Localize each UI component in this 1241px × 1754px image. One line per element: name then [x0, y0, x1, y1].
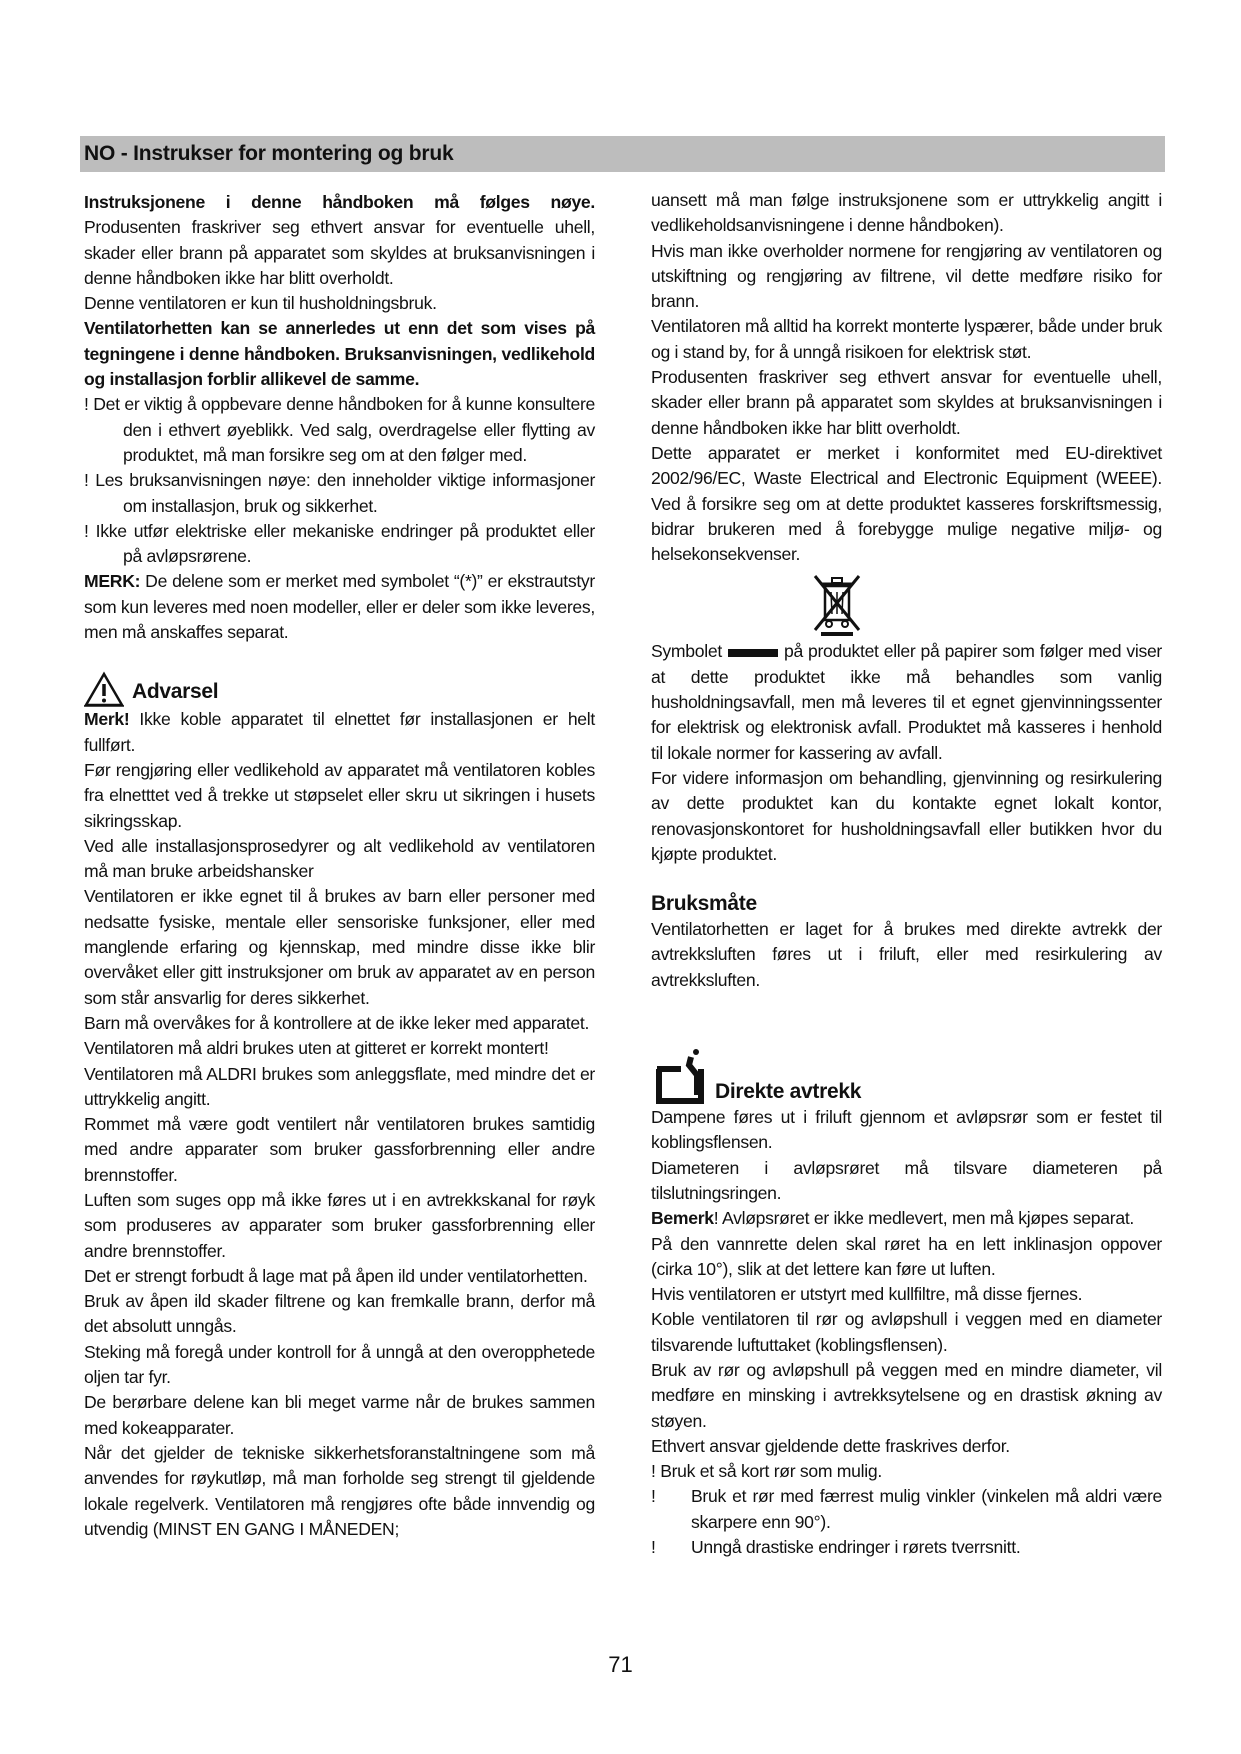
warning-paragraph: Luften som suges opp må ikke føres ut i en avtrekkskanal for røyk som produseres av apparater som bruker gassforbrenning eller andre brennstoffer.	[84, 1189, 595, 1261]
appearance-note: Ventilatorhetten kan se annerledes ut enn det som vises på tegningene i denne håndboken. Bruksanvisningen, vedlikehold og installasjon forblir allikevel de samme.	[84, 318, 595, 390]
paragraph: Bruk av rør og avløpshull på veggen med en mindre diameter, vil medføre en minsking i avtrekksytelsene og en drastisk økning av støyen.	[651, 1359, 1162, 1431]
symbol-text: Symbolet	[651, 641, 722, 662]
bullet-mark: !	[651, 1537, 656, 1558]
bullet-avoid-changes	[651, 1535, 1162, 1560]
paragraph: Produsenten fraskriver seg ethvert ansvar for eventuelle uhell, skader eller brann på apparatet som skyldes at bruksanvisningen i denne håndboken ikke har blitt overholdt.	[651, 367, 1162, 438]
direct-title: Direkte avtrekk	[715, 1080, 862, 1104]
bullet-text: Ikke utfør elektriske eller mekaniske endringer på produktet eller på avløpsrørene.	[95, 520, 595, 567]
warning-paragraph: Ventilatoren må aldri brukes uten at gitteret er korrekt montert!	[84, 1038, 549, 1059]
black-bar-icon	[728, 649, 778, 657]
warning-paragraph: Rommet må være godt ventilert når ventilatoren brukes samtidig med andre apparater som bruker gassforbrenning eller andre brennstoffer.	[84, 1114, 595, 1185]
paragraph: Ventilatoren må alltid ha korrekt monterte lyspærer, både under bruk og i stand by, for å unngå risikoen for elektrisk støt.	[651, 316, 1162, 362]
bullet-mark: !	[84, 394, 89, 415]
paragraph: Ethvert ansvar gjeldende dette fraskrives derfor.	[651, 1435, 1010, 1456]
merk-text: De delene som er merket med symbolet “(*)” er ekstrautstyr som kun leveres med noen modeller, eller er deler som ikke leveres, men må anskaffes separat.	[84, 571, 595, 643]
paragraph: For videre informasjon om behandling, gjenvinning og resirkulering av dette produktet kan du kontakte egnet lokalt kontor, renovasjonskontoret for husholdningsavfall eller butikken hvor du kjøpte produktet.	[651, 767, 1162, 864]
right-column	[651, 188, 1162, 1560]
paragraph: Hvis ventilatoren er utstyrt med kullfiltre, må disse fjernes.	[651, 1284, 1083, 1305]
page-header	[80, 136, 1165, 172]
paragraph: uansett må man følge instruksjonene som er uttrykkelig angitt i vedlikeholdsanvisningene i denne håndboken).	[651, 190, 1162, 236]
intro-bold: Instruksjonene i denne håndboken må følges nøye.	[84, 192, 595, 212]
bullet-text: Bruk et rør med færrest mulig vinkler (vinkelen må aldri være skarpere enn 90°).	[691, 1486, 1162, 1532]
merk-label: MERK:	[84, 571, 141, 592]
bullet-text: Unngå drastiske endringer i rørets tverrsnitt.	[691, 1537, 1021, 1558]
page-number: 71	[608, 1652, 633, 1677]
left-column	[84, 190, 595, 1542]
bullet-few-angles	[651, 1484, 1162, 1535]
direct-exhaust-icon	[651, 1047, 711, 1105]
intro-text: Produsenten fraskriver seg ethvert ansvar for eventuelle uhell, skader eller brann på apparatet som skyldes at bruksanvisningen i denne håndboken ikke har blitt overholdt.	[84, 217, 595, 288]
bullet-text: Les bruksanvisningen nøye: den inneholder viktige informasjoner om installasjon, bruk og sikkerhet.	[95, 470, 595, 516]
warning-heading	[84, 663, 595, 707]
weee-paragraph: Dette apparatet er merket i konformitet med EU-direktivet 2002/96/EC, Waste Electrical and Electronic Equipment (WEEE). Ved å forsikre seg om at dette produktet kasseres forskriftsmessig, bidrar brukeren med å forebygge mulige negative miljø- og helsekonsekvenser.	[651, 442, 1162, 565]
warning-paragraph: Ventilatoren er ikke egnet til å brukes av barn eller personer med nedsatte fysiske, mentale eller sensoriske funksjoner, eller med manglende erfaring og kjennskap, med mindre disse ikke blir overvåket eller gitt instruksjoner om bruk av apparatet av en person som står ansvarlig for deres sikkerhet.	[84, 886, 595, 1008]
bullet-mark: !	[84, 520, 89, 541]
symbol-text: på produktet eller på papirer som følger med viser at dette produktet ikke må behandles som vanlig husholdningsavfall, men må leveres til et egnet gjenvinningssenter for elektrisk og elektronisk avfall. Produktet må kasseres i henhold til lokale normer for kassering av avfall.	[651, 641, 1162, 763]
warning-paragraph	[84, 707, 595, 758]
warning-label: Merk!	[84, 709, 130, 730]
warning-paragraph: Det er strengt forbudt å lage mat på åpen ild under ventilatorhetten.	[84, 1265, 588, 1286]
bullet-text: Bruk et så kort rør som mulig.	[660, 1461, 882, 1482]
bemerk-paragraph	[651, 1206, 1162, 1231]
warning-title: Advarsel	[132, 680, 219, 704]
paragraph: Koble ventilatoren til rør og avløpshull i veggen med en diameter tilsvarende luftuttaket (koblingsflensen).	[651, 1309, 1162, 1355]
merk-paragraph	[84, 569, 595, 645]
bullet-mark: !	[651, 1486, 656, 1507]
warning-paragraph: Steking må foregå under kontroll for å unngå at den overopphetede oljen tar fyr.	[84, 1341, 595, 1388]
direct-heading	[651, 1033, 1162, 1105]
weee-symbol	[651, 569, 1162, 639]
bullet-no-changes	[84, 519, 595, 570]
warning-paragraph: Ventilatoren må ALDRI brukes som anleggsflate, med mindre det er uttrykkelig angitt.	[84, 1063, 595, 1109]
warning-paragraph: Før rengjøring eller vedlikehold av apparatet må ventilatoren kobles fra elnetttet ved å trekke ut støpselet eller skru ut sikringen i husets sikringsskap.	[84, 759, 595, 831]
bullet-keep-manual	[84, 392, 595, 468]
household-note: Denne ventilatoren er kun til husholdningsbruk.	[84, 293, 437, 314]
usage-title: Bruksmåte	[651, 892, 757, 916]
bullet-read-manual	[84, 468, 595, 519]
bullet-short-pipe	[651, 1459, 1162, 1484]
symbol-paragraph	[651, 639, 1162, 765]
warning-paragraph: Bruk av åpen ild skader filtrene og kan fremkalle brann, derfor må det absolutt unngås.	[84, 1291, 595, 1337]
usage-section	[651, 891, 1162, 993]
bullet-mark: !	[651, 1461, 656, 1482]
warning-paragraph: De berørbare delene kan bli meget varme når de brukes sammen med kokeapparater.	[84, 1392, 595, 1438]
warning-paragraph: Når det gjelder de tekniske sikkerhetsforanstaltningene som må anvendes for røykutløp, må man forholde seg strengt til gjeldende lokale regelverk. Ventilatoren må rengjøres ofte både innvendig og utvendig (MINST EN GANG I MÅNEDEN;	[84, 1442, 595, 1539]
page-title: NO - Instrukser for montering og bruk	[84, 142, 454, 165]
usage-text: Ventilatorhetten er laget for å brukes med direkte avtrekk der avtrekksluften føres ut i friluft, eller med resirkulering av avtrekksluften.	[651, 919, 1162, 990]
bemerk-text: ! Avløpsrøret er ikke medlevert, men må kjøpes separat.	[713, 1208, 1134, 1229]
paragraph: Hvis man ikke overholder normene for rengjøring av ventilatoren og utskiftning og rengjøring av filtrene, vil dette medføre risiko for brann.	[651, 240, 1162, 312]
warning-paragraph: Ved alle installasjonsprosedyrer og alt vedlikehold av ventilatoren må man bruke arbeidshansker	[84, 835, 595, 882]
bemerk-label: Bemerk	[651, 1208, 714, 1229]
bullet-mark: !	[84, 470, 89, 491]
paragraph: Dampene føres ut i friluft gjennom et avløpsrør som er festet til koblingsflensen.	[651, 1107, 1162, 1153]
warning-text: Ikke koble apparatet til elnettet før installasjonen er helt fullført.	[84, 709, 595, 755]
paragraph: På den vannrette delen skal røret ha en lett inklinasjon oppover (cirka 10°), slik at det lettere kan føre ut luften.	[651, 1233, 1162, 1279]
warning-icon	[84, 671, 124, 707]
intro-paragraph	[84, 190, 595, 291]
bullet-text: Det er viktig å oppbevare denne håndboken for å kunne konsultere den i ethvert øyeblikk. Ved salg, overdragelse eller flytting av produktet, må man forsikre seg om at den følger med.	[93, 394, 595, 465]
warning-paragraph: Barn må overvåkes for å kontrollere at de ikke leker med apparatet.	[84, 1012, 590, 1033]
paragraph: Diameteren i avløpsrøret må tilsvare diameteren på tilslutningsringen.	[651, 1157, 1162, 1203]
crossed-bin-icon	[809, 572, 865, 636]
